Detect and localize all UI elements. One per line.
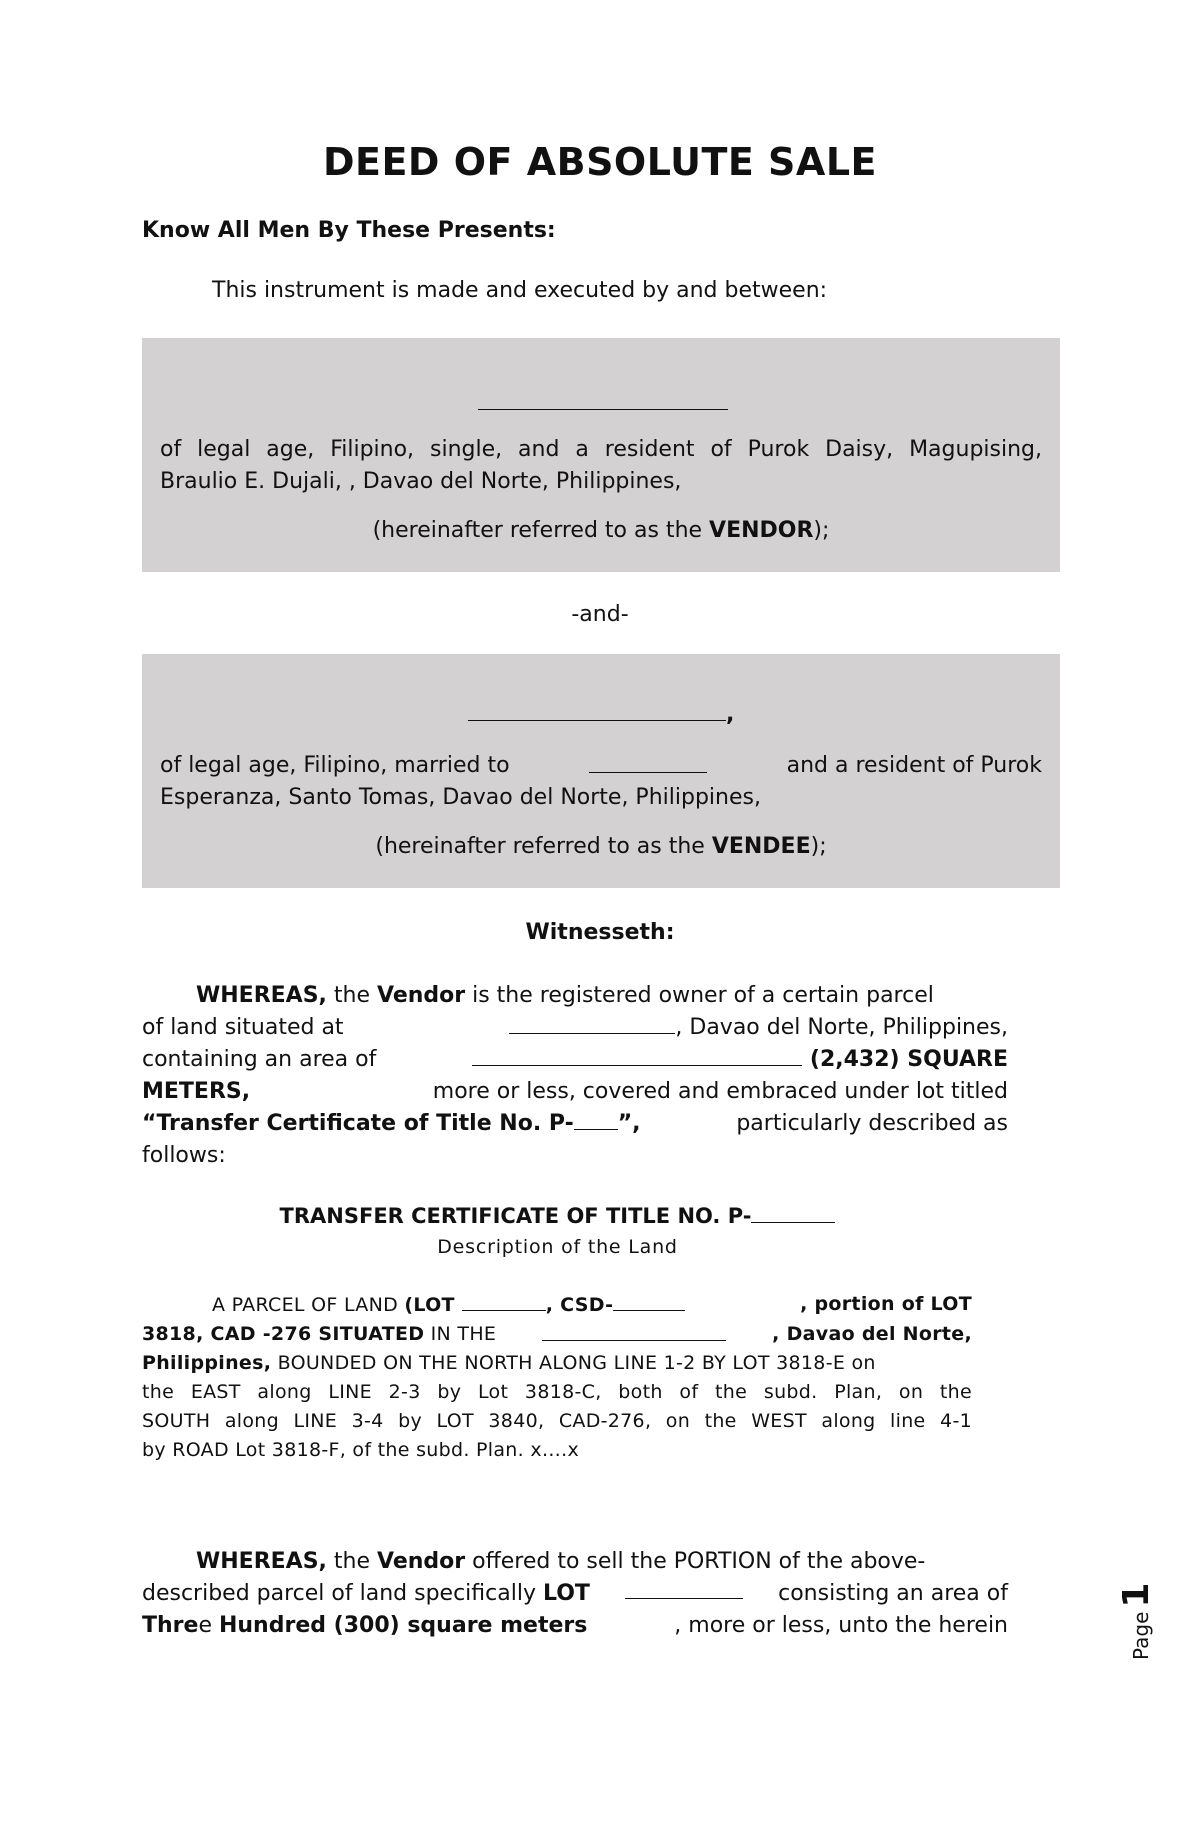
w1-line-2: of land situated at , Davao del Norte, Philippines,: [142, 1015, 1008, 1040]
csd-blank: [613, 1290, 685, 1311]
area-words-blank: [472, 1045, 802, 1066]
w2-line-3: Three Hundred (300) square meters , more or less, unto the herein: [142, 1613, 1008, 1638]
w1-line-4: METERS, more or less, covered and embraced under lot titled: [142, 1079, 1008, 1104]
tct-number-blank: [751, 1202, 835, 1223]
w1-line-1: WHEREAS, the Vendor is the registered owner of a certain parcel: [196, 983, 934, 1008]
parcel-line-5: SOUTH along LINE 3-4 by LOT 3840, CAD-276, on the WEST along line 4-1: [142, 1410, 972, 1432]
vendee-reference: (hereinafter referred to as the VENDEE);: [375, 834, 827, 859]
vendor-line-2: Braulio E. Dujali, , Davao del Norte, Philippines,: [160, 469, 682, 494]
vendee-line-2: Esperanza, Santo Tomas, Davao del Norte, Philippines,: [160, 785, 761, 810]
parcel-line-2: 3818, CAD -276 SITUATED IN THE , Davao del Norte,: [142, 1320, 972, 1349]
vendee-details: [160, 750, 1042, 814]
w1-line-5: “Transfer Certificate of Title No. P- ”, particularly described as: [142, 1111, 1008, 1136]
witnesseth-heading: Witnesseth:: [525, 920, 675, 945]
whereas-paragraph-1: [142, 980, 1008, 1172]
parcel-line-4: the EAST along LINE 2-3 by Lot 3818-C, both of the subd. Plan, on the: [142, 1381, 972, 1403]
w2-line-1: WHEREAS, the Vendor offered to sell the PORTION of the above-: [196, 1549, 926, 1574]
w2-line-2: described parcel of land specifically LOT consisting an area of: [142, 1578, 1008, 1610]
parcel-line-3: Philippines, BOUNDED ON THE NORTH ALONG LINE 1-2 BY LOT 3818-E on: [142, 1352, 876, 1374]
vendee-name: ,: [468, 700, 734, 727]
location-blank: [509, 1013, 675, 1034]
vendee-name-blank: [468, 700, 726, 721]
lot-blank: [462, 1290, 546, 1311]
w1-line-6: follows:: [142, 1143, 226, 1168]
greeting: Know All Men By These Presents:: [142, 218, 556, 243]
page-label: Page: [1129, 1611, 1153, 1660]
vendor-box: [142, 338, 1060, 572]
situated-blank: [542, 1320, 726, 1341]
w1-line-3: containing an area of (2,432) SQUARE: [142, 1047, 1008, 1072]
parcel-description: [142, 1290, 972, 1465]
parcel-line-6: by ROAD Lot 3818-F, of the subd. Plan. x….x: [142, 1439, 580, 1461]
tct-heading: TRANSFER CERTIFICATE OF TITLE NO. P-: [0, 1202, 1115, 1228]
vendor-reference: (hereinafter referred to as the VENDOR);: [372, 518, 830, 543]
vendee-label: VENDEE: [711, 834, 811, 859]
parcel-line-1: A PARCEL OF LAND (LOT , CSD- , portion of LOT: [142, 1290, 972, 1320]
vendee-line-1: of legal age, Filipino, married to and a resident of Purok: [160, 753, 1042, 778]
lot-number-blank: [625, 1578, 743, 1599]
vendor-label: VENDOR: [709, 518, 814, 543]
spouse-blank: [589, 752, 707, 773]
whereas-paragraph-2: [142, 1546, 1008, 1642]
page-number: 1: [1116, 1582, 1157, 1608]
vendor-line-1: of legal age, Filipino, single, and a resident of Purok Daisy, Magupising,: [160, 437, 1042, 462]
land-description-heading: Description of the Land: [437, 1236, 678, 1258]
vendor-details: [160, 434, 1042, 498]
document-title: DEED OF ABSOLUTE SALE: [322, 140, 878, 184]
and-separator: -and-: [571, 602, 629, 627]
title-number-blank: [574, 1109, 618, 1130]
intro-line: This instrument is made and executed by and between:: [212, 278, 828, 303]
page-marker-text: [1116, 1583, 1157, 1660]
vendor-name-blank: [478, 409, 728, 410]
vendee-box: [142, 654, 1060, 888]
